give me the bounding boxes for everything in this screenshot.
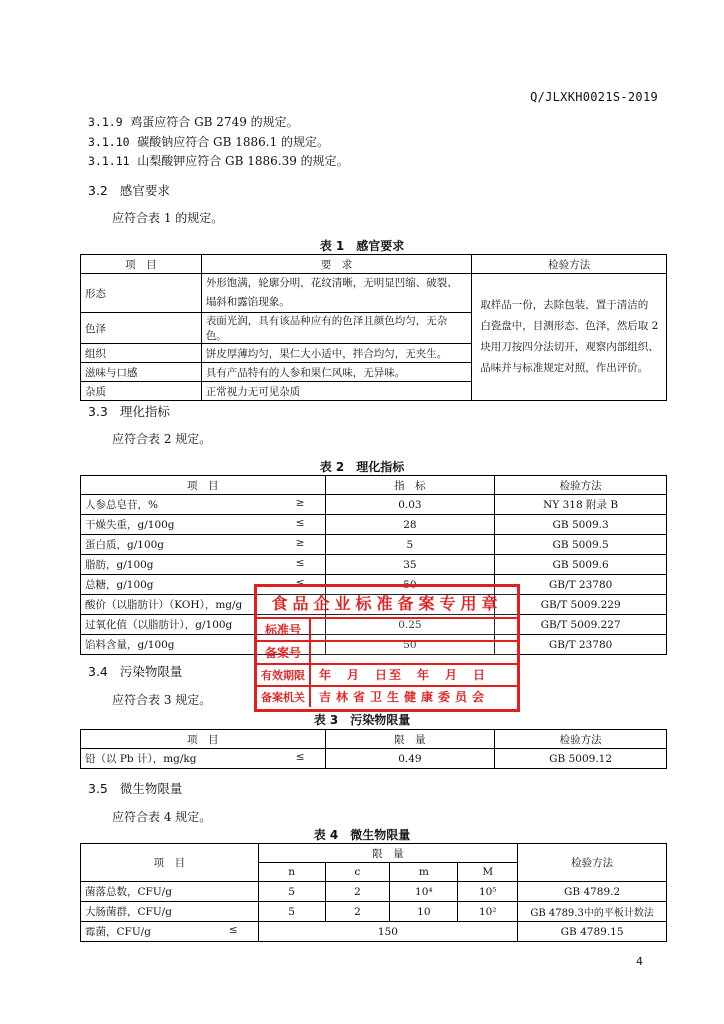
- section-intro: 应符合表 3 规定。: [112, 693, 212, 707]
- table-header-row: 项 目 要 求 检验方法: [81, 255, 667, 274]
- filing-stamp: [254, 584, 520, 712]
- section-intro: 应符合表 2 规定。: [112, 432, 212, 446]
- clause-3-1-9: 3.1.9 鸡蛋应符合 GB 2749 的规定。: [88, 115, 299, 129]
- table-header-row: 项 目 指 标 检验方法: [81, 476, 667, 495]
- section-heading-3-3: 3.3 理化指标: [88, 404, 170, 419]
- stamp-title: 食品企业标准备案专用章: [257, 587, 517, 619]
- table-row: 脂肪，g/100g ≤ 35 GB 5009.6: [81, 555, 667, 575]
- microbial-table: [80, 843, 667, 942]
- table-row: 杂质 正常视力无可见杂质: [81, 382, 667, 401]
- stamp-row-standard: 标准号: [257, 618, 517, 642]
- section-heading-3-2: 3.2 感官要求: [88, 183, 170, 198]
- table-row: 蛋白质，g/100g ≥ 5 GB 5009.5: [81, 535, 667, 555]
- document-code: Q/JLXKH0021S-2019: [530, 90, 658, 104]
- table-caption: 表 3 污染物限量: [313, 713, 411, 727]
- section-heading-3-5: 3.5 微生物限量: [88, 781, 183, 796]
- table-row: 酸价（以脂肪计）（KOH），mg/g GB/T 5009.229: [81, 595, 667, 615]
- table-row: 馅料含量，g/100g 50 GB/T 23780: [81, 635, 667, 655]
- table-caption: 表 2 理化指标: [319, 460, 405, 474]
- contaminant-table: [80, 729, 667, 769]
- sensory-table: [80, 254, 667, 401]
- table-caption: 表 4 微生物限量: [313, 828, 411, 842]
- table-row: 菌落总数，CFU/g 5 2 10⁴ 10⁵ GB 4789.2: [81, 882, 667, 902]
- section-intro: 应符合表 1 的规定。: [112, 211, 224, 225]
- table-header-row: 项 目 限 量 检验方法: [81, 844, 667, 863]
- table-row: 霉菌，CFU/g ≤ 150 GB 4789.15: [81, 922, 667, 942]
- clause-3-1-10: 3.1.10 碳酸钠应符合 GB 1886.1 的规定。: [88, 135, 330, 149]
- table-row: 大肠菌群，CFU/g 5 2 10 10² GB 4789.3中的平板计数法: [81, 902, 667, 922]
- table-row: 干燥失重，g/100g ≤ 28 GB 5009.3: [81, 515, 667, 535]
- table-row: 形态 外形饱满，轮廓分明，花纹清晰，无明显凹缩、破裂、 塌斜和露馅现象。 取样品一份，去除包装，置于清洁的 白瓷盘中，目测形态、色泽，然后取 2 块用刀按四分法切开，观察内部组织、 品味并与标准规定对照，作出评价。: [81, 274, 667, 313]
- page-number: 4: [636, 955, 643, 968]
- section-heading-3-4: 3.4 污染物限量: [88, 664, 183, 679]
- table-subheader-row: n c m M: [81, 863, 667, 882]
- table-row: 过氧化值（以脂肪计），g/100g 0.25 GB/T 5009.227: [81, 615, 667, 635]
- table-row: 组织 饼皮厚薄均匀，果仁大小适中，拌合均匀，无夹生。: [81, 344, 667, 363]
- stamp-row-validity: 有效期限 年 月 日至 年 月 日: [257, 664, 517, 687]
- inspection-method-cell: 取样品一份，去除包装，置于清洁的 白瓷盘中，目测形态、色泽，然后取 2 块用刀按四分法切开，观察内部组织、 品味并与标准规定对照，作出评价。: [472, 274, 667, 401]
- table-row: 铅（以 Pb 计），mg/kg ≤ 0.49 GB 5009.12: [81, 749, 667, 769]
- stamp-row-authority: 备案机关 吉林省卫生健康委员会: [257, 686, 517, 707]
- table-header-row: 项 目 限 量 检验方法: [81, 730, 667, 749]
- table-row: 滋味与口感 具有产品特有的人参和果仁风味，无异味。: [81, 363, 667, 382]
- stamp-row-record: 备案号: [257, 641, 517, 665]
- clause-3-1-11: 3.1.11 山梨酸钾应符合 GB 1886.39 的规定。: [88, 154, 349, 168]
- table-row: 人参总皂苷，% ≥ 0.03 NY 318 附录 B: [81, 495, 667, 515]
- section-intro: 应符合表 4 规定。: [112, 810, 212, 824]
- table-row: 色泽 表面光润，具有该品种应有的色泽且颜色均匀，无杂色。: [81, 313, 667, 344]
- table-row: 总糖，g/100g ≤ 50 GB/T 23780: [81, 575, 667, 595]
- table-caption: 表 1 感官要求: [319, 239, 405, 253]
